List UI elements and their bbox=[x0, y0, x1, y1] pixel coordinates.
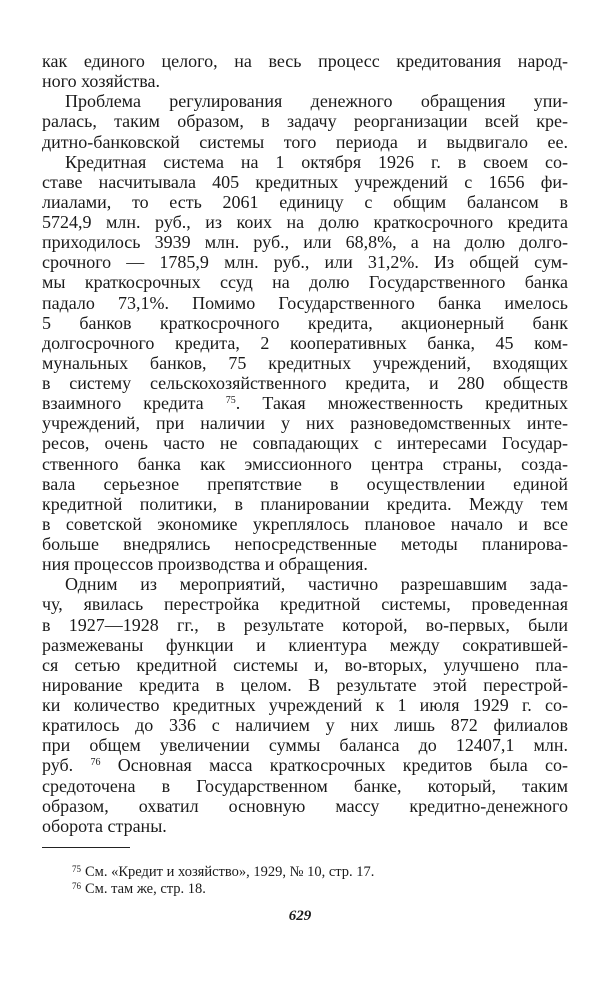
text-line bbox=[42, 655, 568, 675]
text-line bbox=[42, 796, 568, 816]
text-line bbox=[42, 413, 568, 433]
text-line bbox=[42, 172, 568, 192]
line-text: в систему сельскохозяйственного кредита, и 280 обществ bbox=[42, 373, 568, 393]
line-text: в 1927—1928 гг., в результате которой, во-первых, были bbox=[42, 614, 568, 635]
line-text: долгосрочного кредита, 2 кооперативных банка, 45 ком- bbox=[42, 332, 568, 353]
line-text: кредитной политики, в планировании кредита. Между тем bbox=[42, 493, 568, 514]
line-text: оборота страны. bbox=[42, 815, 167, 836]
text-line bbox=[42, 51, 568, 71]
text-line bbox=[42, 635, 568, 655]
text-line bbox=[42, 272, 568, 292]
text-line bbox=[42, 594, 568, 614]
text-line bbox=[42, 715, 568, 735]
text-line bbox=[42, 454, 568, 474]
line-text: . Такая множественность кредитных bbox=[235, 393, 568, 414]
line-text: размежеваны функции и клиентура между сократившей- bbox=[42, 634, 568, 655]
text-line bbox=[42, 816, 568, 836]
footnote-divider bbox=[42, 847, 130, 848]
line-text: мы краткосрочных ссуд на долю Государственного банка bbox=[42, 272, 568, 293]
text-line bbox=[42, 393, 568, 413]
line-text: лиалами, то есть 2061 единицу с общим балансом в bbox=[42, 191, 568, 212]
text-line bbox=[42, 514, 568, 534]
line-text: учреждений, при наличии у них разноведомственных инте- bbox=[42, 413, 568, 434]
footnote-number: 75 bbox=[72, 864, 81, 874]
body-text bbox=[42, 51, 568, 836]
text-line bbox=[42, 232, 568, 252]
text-line bbox=[42, 111, 568, 131]
text-line bbox=[42, 615, 568, 635]
text-line bbox=[42, 212, 568, 232]
footnote-reference: 76 bbox=[90, 757, 101, 769]
line-text: 5724,9 млн. руб., из коих на долю краткосрочного кредита bbox=[42, 212, 568, 232]
line-text: приходилось 3939 млн. руб., или 68,8%, а на долю долго- bbox=[42, 232, 568, 253]
line-text: ного хозяйства. bbox=[42, 71, 161, 92]
text-line bbox=[42, 373, 568, 393]
line-text: Основная масса краткосрочных кредитов была со- bbox=[100, 755, 569, 776]
footnote bbox=[72, 864, 374, 881]
line-text: больше внедрялись непосредственные методы планирова- bbox=[42, 534, 568, 554]
text-line bbox=[42, 755, 568, 775]
line-text: срочного — 1785,9 млн. руб., или 31,2%. Из общей сум- bbox=[42, 252, 568, 273]
text-line bbox=[42, 252, 568, 272]
line-text: мунальных банков, 75 кредитных учреждений, входящих bbox=[42, 352, 568, 373]
line-text: при общем увеличении суммы баланса до 12407,1 млн. bbox=[42, 735, 568, 756]
text-line bbox=[42, 776, 568, 796]
text-line bbox=[42, 494, 568, 514]
text-line bbox=[42, 675, 568, 695]
line-text: образом, охватил основную массу кредитно-денежного bbox=[42, 795, 568, 816]
line-text: ставе насчитывала 405 кредитных учреждений с 1656 фи- bbox=[42, 171, 568, 192]
line-text: Одним из мероприятий, частично разрешавшим зада- bbox=[65, 574, 568, 595]
line-text: средоточена в Государственном банке, который, таким bbox=[42, 775, 568, 796]
line-text: взаимного кредита bbox=[42, 393, 226, 414]
line-text: дитно-банковской системы того периода и выдвигало ее. bbox=[42, 131, 568, 152]
paragraph-first-line bbox=[42, 91, 568, 111]
text-line bbox=[42, 71, 568, 91]
text-line bbox=[42, 433, 568, 453]
line-text: ственного банка как эмиссионного центра страны, созда- bbox=[42, 453, 568, 474]
text-line bbox=[42, 534, 568, 554]
line-text: кратилось до 336 с наличием у них лишь 872 филиалов bbox=[42, 715, 568, 736]
text-line bbox=[42, 132, 568, 152]
paragraph-first-line bbox=[42, 574, 568, 594]
footnote-text: См. там же, стр. 18. bbox=[85, 881, 206, 897]
line-text: ралась, таким образом, в задачу реорганизации всей кре- bbox=[42, 111, 568, 132]
line-text: ки количество кредитных учреждений к 1 июля 1929 г. со- bbox=[42, 695, 568, 715]
line-text: руб. bbox=[42, 755, 91, 776]
text-line bbox=[42, 192, 568, 212]
line-text: ния процессов производства и обращения. bbox=[42, 554, 368, 575]
line-text: Кредитная система на 1 октября 1926 г. в своем со- bbox=[65, 151, 568, 172]
text-line bbox=[42, 554, 568, 574]
line-text: Проблема регулирования денежного обращения упи- bbox=[65, 91, 568, 112]
footnote-number: 76 bbox=[72, 881, 81, 891]
line-text: вала серьезное препятствие в осуществлении единой bbox=[42, 473, 568, 494]
line-text: падало 73,1%. Помимо Государственного банка имелось bbox=[42, 292, 568, 313]
line-text: ресов, очень часто не совпадающих с интересами Государ- bbox=[42, 433, 568, 454]
line-text: чу, явилась перестройка кредитной системы, проведенная bbox=[42, 594, 568, 615]
text-line bbox=[42, 313, 568, 333]
line-text: нирование кредита в целом. В результате этой перестрой- bbox=[42, 674, 568, 695]
text-line bbox=[42, 474, 568, 494]
line-text: 5 банков краткосрочного кредита, акционерный банк bbox=[42, 312, 568, 333]
footnote-reference: 75 bbox=[225, 395, 236, 407]
line-text: как единого целого, на весь процесс кредитования народ- bbox=[42, 51, 568, 71]
text-line bbox=[42, 353, 568, 373]
line-text: в советской экономике укреплялось плановое начало и все bbox=[42, 513, 568, 534]
footnote bbox=[72, 881, 374, 898]
text-line bbox=[42, 333, 568, 353]
paragraph-first-line bbox=[42, 152, 568, 172]
footnotes bbox=[72, 864, 374, 898]
text-line bbox=[42, 735, 568, 755]
line-text: ся сетью кредитной системы и, во-вторых, улучшено пла- bbox=[42, 654, 568, 675]
text-line bbox=[42, 293, 568, 313]
page-number: 629 bbox=[288, 908, 312, 924]
footnote-text: См. «Кредит и хозяйство», 1929, № 10, стр. 17. bbox=[85, 864, 375, 880]
text-line bbox=[42, 695, 568, 715]
